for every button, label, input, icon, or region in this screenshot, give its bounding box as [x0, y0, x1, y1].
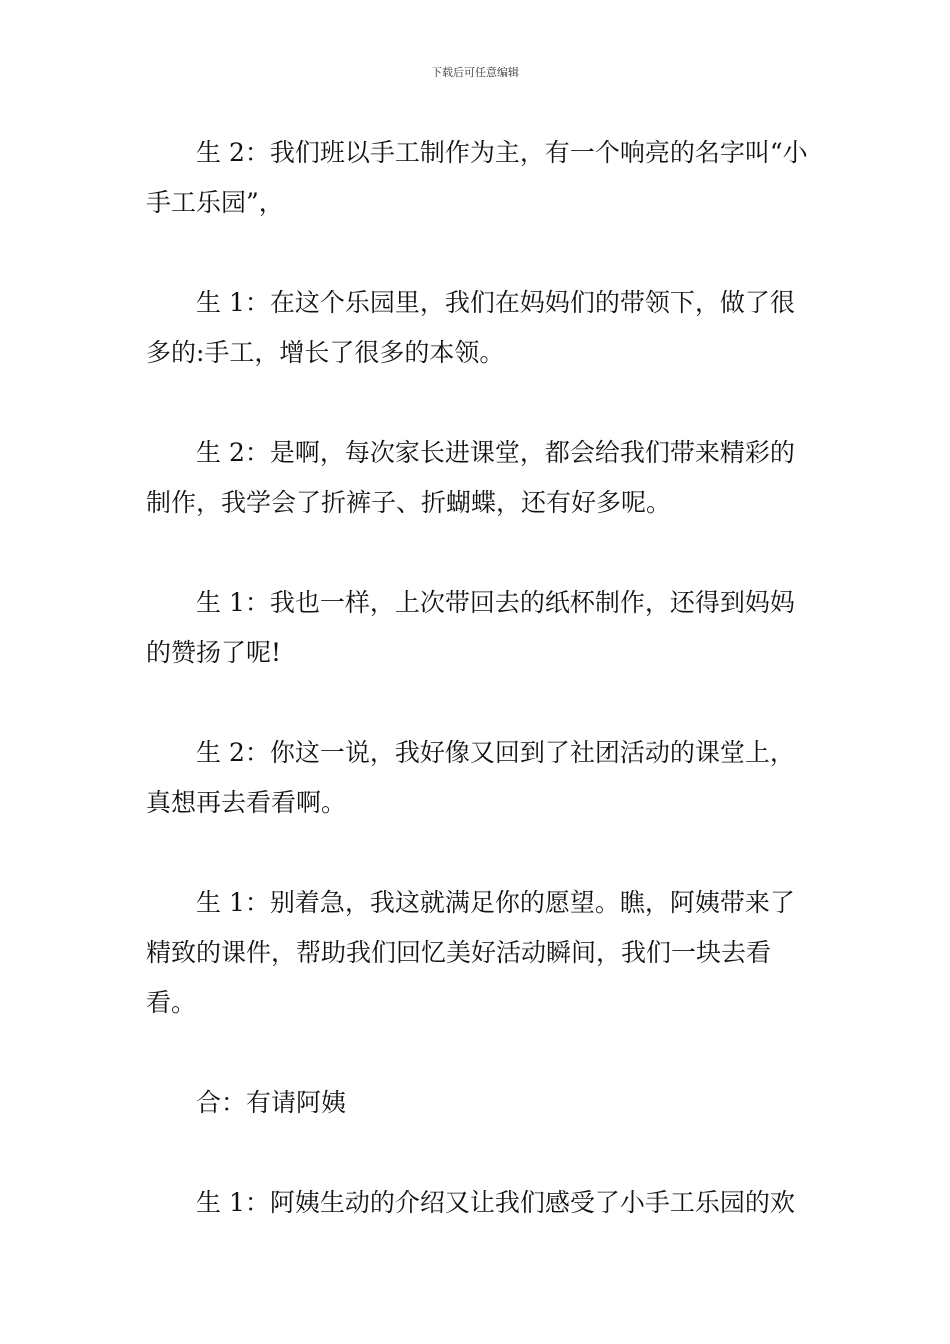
page-header-note: 下载后可任意编辑: [431, 66, 519, 79]
dialogue-paragraph-6: 生 1：别着急，我这就满足你的愿望。瞧，阿姨带来了精致的课件，帮助我们回忆美好活动瞬间，我们一块去看看。: [146, 888, 795, 1017]
dialogue-paragraph-2: 生 1：在这个乐园里，我们在妈妈们的带领下，做了很多的:手工，增长了很多的本领。: [146, 288, 795, 367]
dialogue-paragraph-7: 合：有请阿姨: [196, 1088, 347, 1117]
document-body: [146, 128, 808, 1278]
dialogue-paragraph-3: 生 2：是啊，每次家长进课堂，都会给我们带来精彩的制作，我学会了折裤子、折蝴蝶，还有好多呢。: [146, 438, 795, 517]
dialogue-paragraph-1: 生 2：我们班以手工制作为主，有一个响亮的名字叫“小手工乐园”，: [146, 138, 808, 217]
dialogue-paragraph-8: 生 1：阿姨生动的介绍又让我们感受了小手工乐园的欢: [196, 1188, 795, 1217]
dialogue-paragraph-4: 生 1：我也一样，上次带回去的纸杯制作，还得到妈妈的赞扬了呢!: [146, 588, 795, 667]
dialogue-paragraph-5: 生 2：你这一说，我好像又回到了社团活动的课堂上，真想再去看看啊。: [146, 738, 795, 817]
